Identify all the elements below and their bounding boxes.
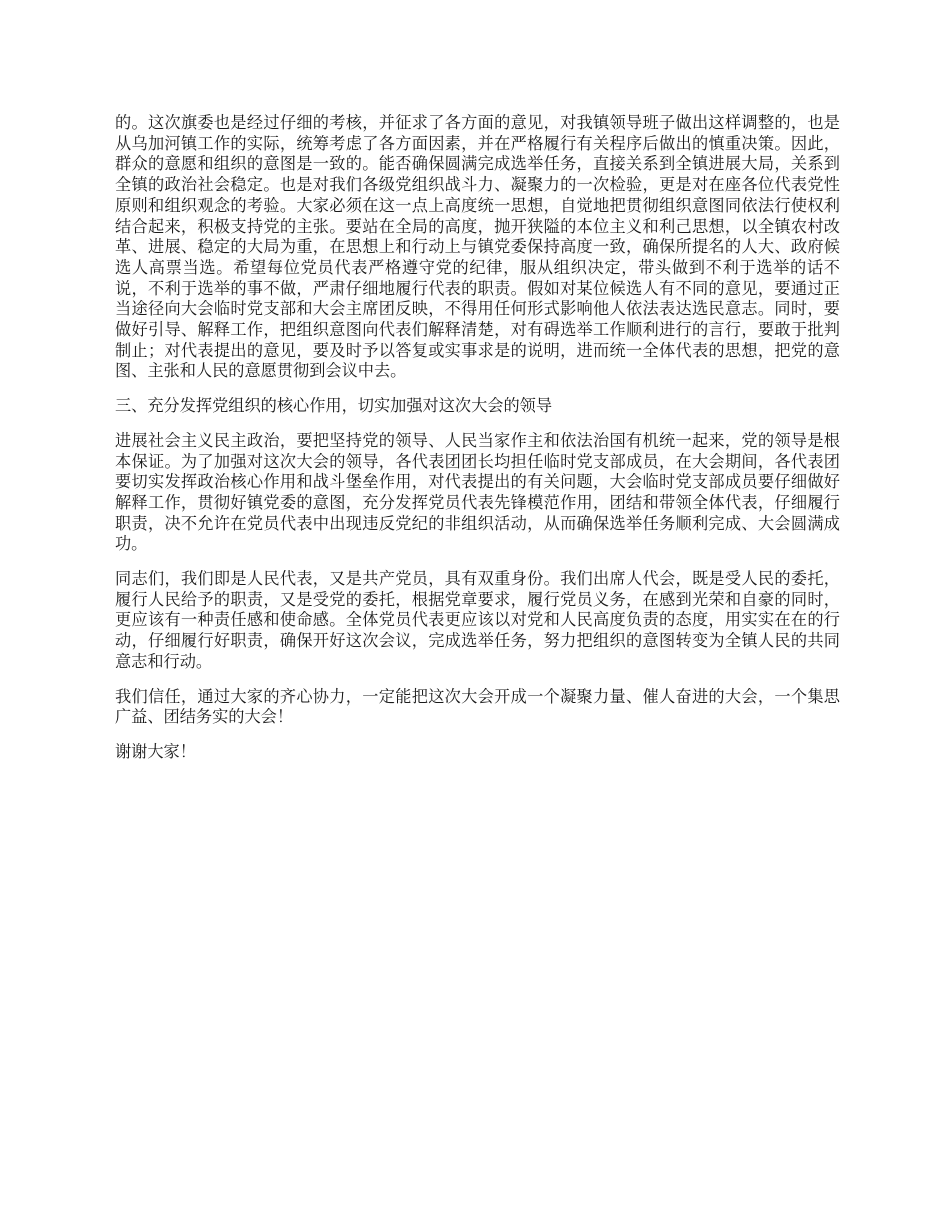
paragraph-comrades: 同志们，我们即是人民代表，又是共产党员，具有双重身份。我们出席人代会，既是受人民的委托，履行人民给予的职责，又是受党的委托，根据党章要求，履行党员义务，在感到光荣和自豪的同时，更应该有一种责任感和使命感。全体党员代表更应该以对党和人民高度负责的态度，用实实在在的行动，仔细履行好职责，确保开好这次会议，完成选举任务，努力把组织的意图转变为全镇人民的共同意志和行动。 [115,569,840,671]
paragraph-election-task: 的。这次旗委也是经过仔细的考核，并征求了各方面的意见，对我镇领导班子做出这样调整的，也是从乌加河镇工作的实际，统筹考虑了各方面因素，并在严格履行有关程序后做出的慎重决策。因此，群众的意愿和组织的意图是一致的。能否确保圆满完成选举任务，直接关系到全镇进展大局，关系到全镇的政治社会稳定。也是对我们各级党组织战斗力、凝聚力的一次检验，更是对在座各位代表党性原则和组织观念的考验。大家必须在这一点上高度统一思想，自觉地把贯彻组织意图同依法行使权利结合起来，积极支持党的主张。要站在全局的高度，抛开狭隘的本位主义和利己思想，以全镇农村改革、进展、稳定的大局为重，在思想上和行动上与镇党委保持高度一致，确保所提名的人大、政府候选人高票当选。希望每位党员代表严格遵守党的纪律，服从组织决定，带头做到不利于选举的话不说，不利于选举的事不做，严肃仔细地履行代表的职责。假如对某位候选人有不同的意见，要通过正当途径向大会临时党支部和大会主席团反映，不得用任何形式影响他人依法表达选民意志。同时，要做好引导、解释工作，把组织意图向代表们解释清楚，对有碍选举工作顺利进行的言行，要敢于批判制止；对代表提出的意见，要及时予以答复或实事求是的说明，进而统一全体代表的思想，把党的意图、主张和人民的意愿贯彻到会议中去。 [115,113,840,381]
paragraph-confidence: 我们信任，通过大家的齐心协力，一定能把这次大会开成一个凝聚力量、催人奋进的大会，一个集思广益、团结务实的大会！ [115,686,840,727]
section-heading-three: 三、充分发挥党组织的核心作用，切实加强对这次大会的领导 [115,396,553,416]
paragraph-party-leadership: 进展社会主义民主政治，要把坚持党的领导、人民当家作主和依法治国有机统一起来，党的领导是根本保证。为了加强对这次大会的领导，各代表团团长均担任临时党支部成员，在大会期间，各代表团要切实发挥政治核心作用和战斗堡垒作用，对代表提出的有关问题，大会临时党支部成员要仔细做好解释工作，贯彻好镇党委的意图，充分发挥党员代表先锋模范作用，团结和带领全体代表，仔细履行职责，决不允许在党员代表中出现违反党纪的非组织活动，从而确保选举任务顺利完成、大会圆满成功。 [115,430,840,554]
paragraph-thanks: 谢谢大家！ [115,741,196,761]
document-body [115,113,840,777]
